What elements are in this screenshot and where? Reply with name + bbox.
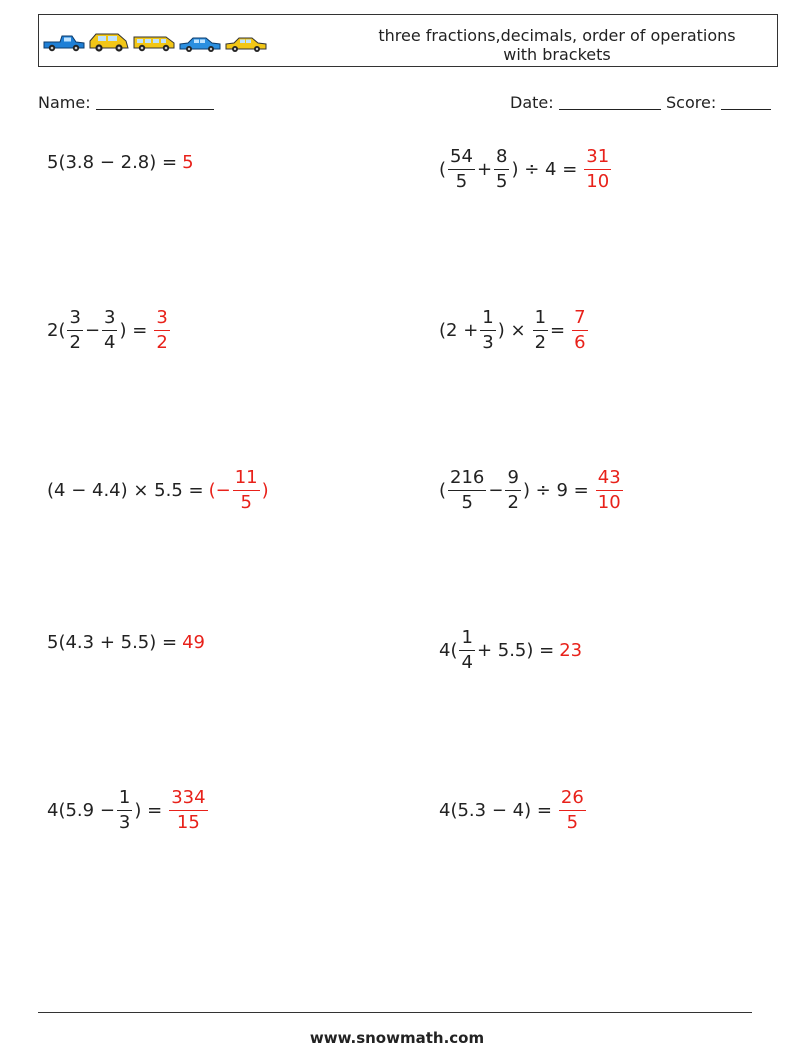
denominator: 15 bbox=[176, 812, 200, 833]
score-blank[interactable] bbox=[721, 93, 771, 110]
worksheet-title bbox=[347, 26, 767, 64]
title-line-2: with brackets bbox=[503, 45, 611, 64]
fraction bbox=[67, 307, 82, 354]
problem-4 bbox=[439, 307, 590, 354]
open-paren: ( bbox=[439, 480, 447, 501]
numerator: 1 bbox=[117, 787, 132, 811]
operator: − bbox=[488, 480, 504, 501]
score-label: Score: bbox=[666, 93, 717, 112]
problem-expression: ) = bbox=[134, 800, 163, 821]
numerator: 1 bbox=[459, 627, 474, 651]
problem-10 bbox=[439, 787, 588, 834]
denominator: 5 bbox=[240, 492, 252, 513]
taxi-icon bbox=[224, 35, 268, 53]
denominator: 2 bbox=[534, 332, 547, 353]
problem-expression: ) ÷ 4 = bbox=[511, 159, 578, 180]
suv-icon bbox=[88, 31, 130, 53]
answer bbox=[167, 787, 209, 834]
answer bbox=[570, 307, 589, 354]
fraction bbox=[448, 467, 486, 514]
fraction bbox=[505, 467, 520, 514]
name-label: Name: bbox=[38, 93, 91, 112]
numerator: 54 bbox=[448, 146, 475, 170]
pickup-truck-icon bbox=[42, 33, 86, 53]
fraction bbox=[533, 307, 548, 354]
fraction bbox=[459, 627, 474, 674]
numerator: 3 bbox=[154, 307, 169, 331]
problem-expression: (2 + bbox=[439, 320, 479, 341]
numerator: 3 bbox=[67, 307, 82, 331]
denominator: 10 bbox=[586, 171, 610, 192]
denominator: 3 bbox=[118, 812, 131, 833]
answer-fraction bbox=[572, 307, 587, 354]
answer-fraction bbox=[596, 467, 623, 514]
problem-expression: 5(4.3 + 5.5) = bbox=[47, 631, 178, 653]
date-blank[interactable] bbox=[559, 93, 661, 110]
problem-2 bbox=[439, 146, 613, 193]
denominator: 3 bbox=[482, 332, 494, 353]
operator: + bbox=[476, 159, 493, 180]
answer bbox=[557, 787, 588, 834]
problem-expression: ) ÷ 9 = bbox=[522, 480, 589, 501]
problem-8 bbox=[439, 627, 582, 674]
fraction bbox=[480, 307, 495, 354]
name-field bbox=[38, 93, 214, 112]
numerator: 8 bbox=[494, 146, 509, 170]
name-blank[interactable] bbox=[96, 93, 214, 110]
problem-1 bbox=[47, 150, 194, 174]
worksheet-header bbox=[38, 14, 778, 67]
fraction bbox=[448, 146, 475, 193]
answer bbox=[152, 307, 171, 354]
problem-expression: 2( bbox=[47, 320, 66, 341]
answer-fraction bbox=[233, 467, 260, 514]
problem-7 bbox=[47, 630, 205, 654]
denominator: 4 bbox=[104, 332, 116, 353]
answer-close: ) bbox=[261, 480, 269, 501]
numerator: 11 bbox=[233, 467, 260, 491]
denominator: 4 bbox=[461, 652, 473, 673]
footer-site: www.snowmath.com bbox=[309, 1029, 485, 1047]
car-icons bbox=[42, 29, 268, 53]
denominator: 5 bbox=[496, 171, 508, 192]
problem-expression: 4(5.9 − bbox=[47, 800, 115, 821]
date-field bbox=[510, 93, 661, 112]
open-paren: ( bbox=[439, 159, 447, 180]
denominator: 5 bbox=[461, 492, 473, 513]
numerator: 3 bbox=[102, 307, 117, 331]
problem-expression: 4( bbox=[439, 640, 458, 661]
footer-divider bbox=[38, 1012, 752, 1013]
answer-fraction bbox=[559, 787, 586, 834]
operator: − bbox=[84, 320, 101, 341]
problem-9 bbox=[47, 787, 210, 834]
numerator: 1 bbox=[533, 307, 548, 331]
problem-expression: ) × bbox=[497, 320, 526, 341]
sedan-icon bbox=[178, 35, 222, 53]
numerator: 334 bbox=[169, 787, 207, 811]
answer: 5 bbox=[182, 151, 194, 173]
answer: 49 bbox=[182, 631, 205, 653]
denominator: 2 bbox=[69, 332, 81, 353]
answer bbox=[594, 467, 625, 514]
answer-fraction bbox=[584, 146, 611, 193]
numerator: 9 bbox=[505, 467, 520, 491]
numerator: 216 bbox=[448, 467, 486, 491]
answer-fraction bbox=[154, 307, 169, 354]
problem-expression: 5(3.8 − 2.8) = bbox=[47, 151, 178, 173]
numerator: 31 bbox=[584, 146, 611, 170]
problem-expression: 4(5.3 − 4) = bbox=[439, 800, 552, 821]
score-field bbox=[666, 93, 771, 112]
van-icon bbox=[132, 33, 176, 53]
problem-5 bbox=[47, 467, 269, 514]
problem-expression: (4 − 4.4) × 5.5 = bbox=[47, 480, 204, 501]
denominator: 5 bbox=[455, 171, 468, 192]
fraction bbox=[102, 307, 117, 354]
answer-fraction bbox=[169, 787, 207, 834]
problem-expression: + 5.5) = bbox=[476, 640, 555, 661]
title-line-1: three fractions,decimals, order of operations bbox=[378, 26, 736, 45]
denominator: 10 bbox=[597, 492, 621, 513]
problem-6 bbox=[439, 467, 625, 514]
answer bbox=[209, 467, 269, 514]
numerator: 7 bbox=[572, 307, 587, 331]
fraction bbox=[117, 787, 132, 834]
equals: = bbox=[550, 320, 566, 341]
numerator: 1 bbox=[480, 307, 495, 331]
problem-3 bbox=[47, 307, 172, 354]
denominator: 5 bbox=[566, 812, 579, 833]
fraction bbox=[494, 146, 509, 193]
answer-open: (− bbox=[208, 480, 231, 501]
denominator: 6 bbox=[574, 332, 586, 353]
answer bbox=[582, 146, 613, 193]
denominator: 2 bbox=[156, 332, 168, 353]
problem-expression: ) = bbox=[119, 320, 148, 341]
denominator: 2 bbox=[507, 492, 519, 513]
answer: 23 bbox=[559, 640, 583, 661]
numerator: 43 bbox=[596, 467, 623, 491]
date-label: Date: bbox=[510, 93, 554, 112]
numerator: 26 bbox=[559, 787, 586, 811]
